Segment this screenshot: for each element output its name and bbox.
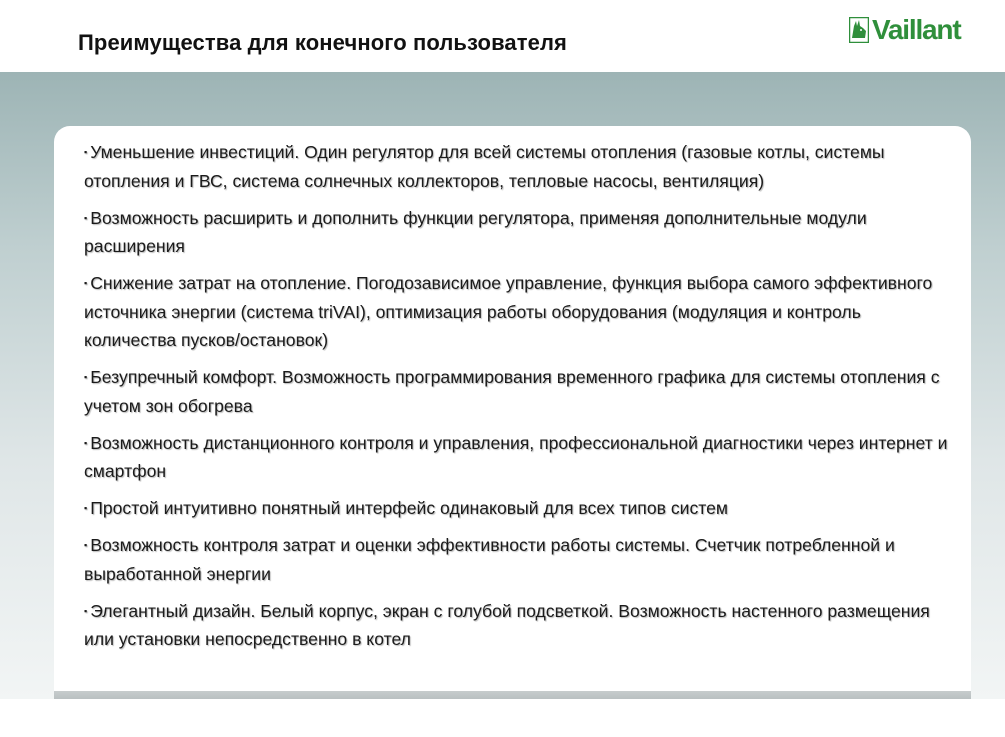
benefit-text: Возможность контроля затрат и оценки эффективности работы системы. Счетчик потребленной и выработанной энергии xyxy=(84,535,895,584)
vaillant-hare-icon xyxy=(849,17,869,43)
benefit-item xyxy=(84,269,954,355)
benefit-item xyxy=(84,429,954,486)
bullet-icon: ▪ xyxy=(84,605,88,616)
benefit-text: Безупречный комфорт. Возможность программирования временного графика для системы отопления с учетом зон обогрева xyxy=(84,367,940,416)
benefit-item xyxy=(84,204,954,261)
bullet-icon: ▪ xyxy=(84,278,88,288)
bullet-icon: ▪ xyxy=(84,212,88,223)
bullet-icon: ▪ xyxy=(84,437,88,448)
bullet-icon: ▪ xyxy=(84,503,88,513)
bullet-icon: ▪ xyxy=(84,540,88,550)
benefit-item xyxy=(84,597,954,654)
benefit-text: Снижение затрат на отопление. Погодозависимое управление, функция выбора самого эффективного источника энергии (система triVAI), оптимизация работы оборудования (модуляция и контроль количества пусков/остановок) xyxy=(84,273,933,350)
benefit-text: Возможность расширить и дополнить функции регулятора, применяя дополнительные модули расширения xyxy=(84,207,867,256)
benefit-item xyxy=(84,138,954,195)
logo-text: Vaillant xyxy=(872,14,961,45)
benefit-item xyxy=(84,494,954,523)
benefit-text: Простой интуитивно понятный интерфейс одинаковый для всех типов систем xyxy=(90,498,729,518)
benefit-item xyxy=(84,363,954,420)
benefit-list xyxy=(84,138,954,662)
benefit-item xyxy=(84,531,954,588)
benefit-text: Элегантный дизайн. Белый корпус, экран с голубой подсветкой. Возможность настенного размещения или установки непосредственно в котел xyxy=(84,600,930,649)
benefit-text: Уменьшение инвестиций. Один регулятор для всей системы отопления (газовые котлы, системы отопления и ГВС, система солнечных коллекторов, тепловые насосы, вентиляция) xyxy=(84,142,885,191)
card-bottom-edge xyxy=(54,691,971,699)
benefit-text: Возможность дистанционного контроля и управления, профессиональной диагностики через интернет и смартфон xyxy=(84,432,948,481)
bullet-icon: ▪ xyxy=(84,147,88,157)
bullet-icon: ▪ xyxy=(84,372,88,382)
vaillant-logo xyxy=(849,14,960,46)
header xyxy=(0,0,1005,72)
page-title: Преимущества для конечного пользователя xyxy=(78,30,567,55)
